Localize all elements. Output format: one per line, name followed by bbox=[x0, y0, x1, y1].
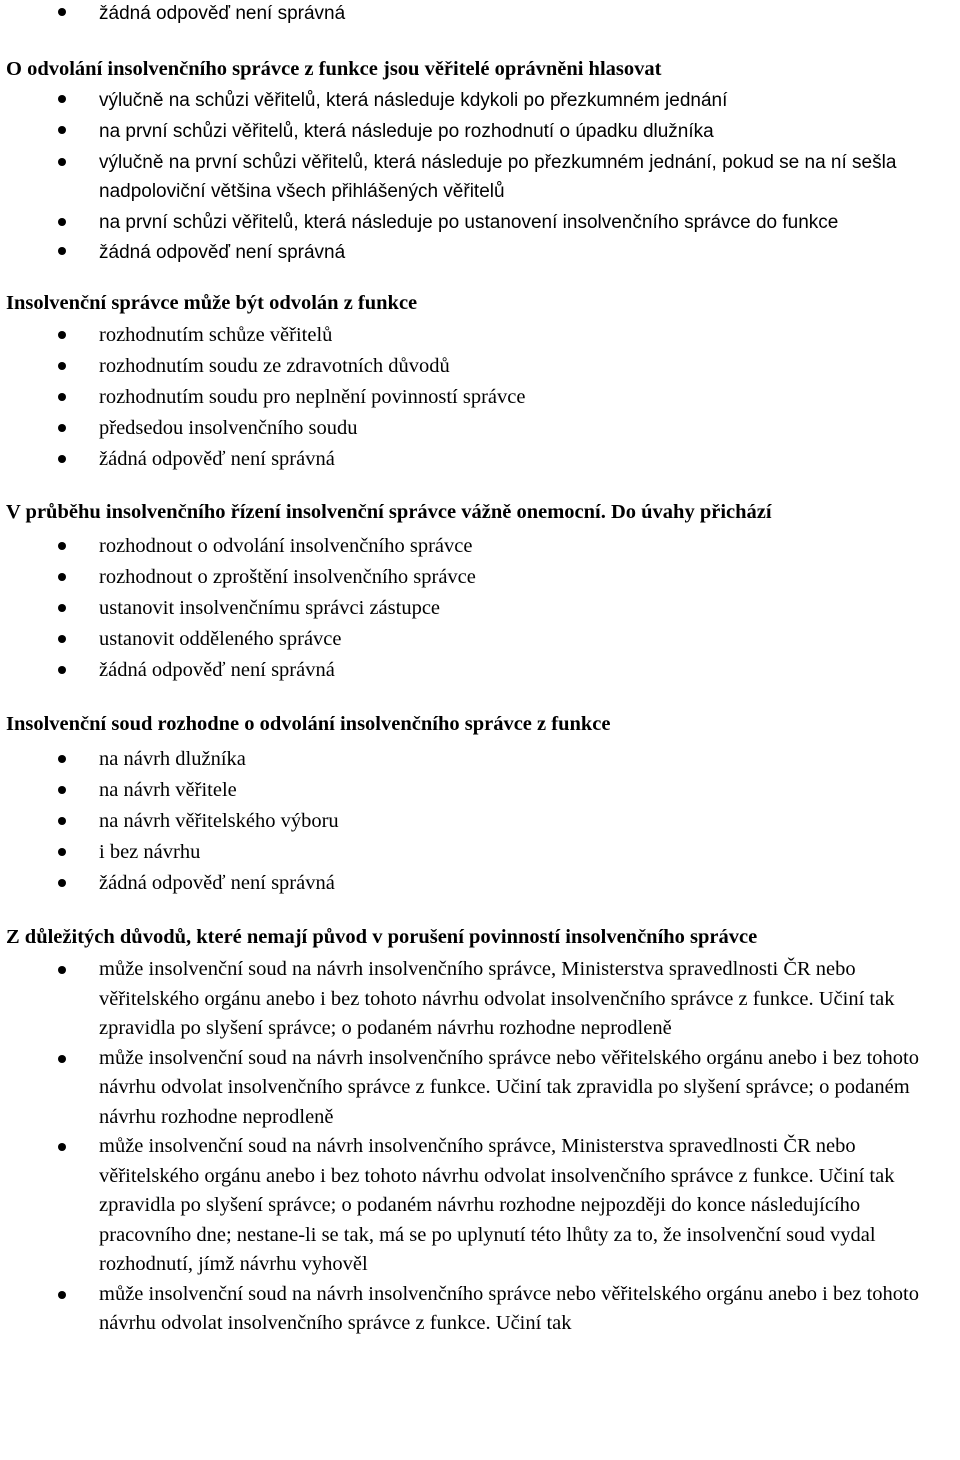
option-list bbox=[0, 955, 960, 1339]
option-item bbox=[0, 562, 960, 593]
option-text: ustanovit odděleného správce bbox=[99, 628, 342, 650]
option-item bbox=[0, 85, 960, 117]
option-item bbox=[0, 116, 960, 148]
bullet-icon bbox=[58, 604, 66, 612]
option-item bbox=[0, 351, 960, 382]
option-text: na návrh věřitele bbox=[99, 779, 237, 801]
option-item bbox=[0, 593, 960, 624]
option-item bbox=[0, 837, 960, 868]
bullet-icon bbox=[58, 158, 66, 166]
question-2 bbox=[0, 54, 960, 269]
option-item bbox=[0, 320, 960, 351]
question-title: Z důležitých důvodů, které nemají původ v porušení povinností insolvenčního správce bbox=[6, 926, 758, 948]
option-item bbox=[0, 744, 960, 775]
option-list bbox=[0, 320, 960, 475]
option-text: žádná odpověď není správná bbox=[99, 241, 346, 263]
option-text: žádná odpověď není správná bbox=[99, 3, 346, 24]
option-text: i bez návrhu bbox=[99, 841, 201, 863]
option-item bbox=[0, 1280, 960, 1339]
question-5 bbox=[0, 709, 960, 899]
option-item bbox=[0, 1044, 960, 1133]
option-item bbox=[0, 655, 960, 686]
option-text: může insolvenční soud na návrh insolvenčního správce, Ministerstva spravedlnosti ČR nebo věřitelského orgánu anebo i bez tohoto návrhu odvolat insolvenčního správce z funkce. Učiní tak zpravidla po slyšení správce; o podaném návrhu rozhodne nejpozději do konce následujícího pracovního dne; nestane-li se tak, má se po uplynutí této lhůty za to, že insolvenční soud vydal rozhodnutí, jímž návrhu vyhověl bbox=[99, 1135, 895, 1275]
option-list bbox=[0, 744, 960, 899]
bullet-icon bbox=[58, 666, 66, 674]
bullet-icon bbox=[58, 966, 66, 974]
bullet-icon bbox=[58, 1055, 66, 1063]
question-3 bbox=[0, 288, 960, 475]
option-text: může insolvenční soud na návrh insolvenčního správce nebo věřitelského orgánu anebo i bez tohoto návrhu odvolat insolvenčního správce z funkce. Učiní tak zpravidla po slyšení správce; o podaném návrhu rozhodne neprodleně bbox=[99, 1046, 919, 1128]
option-text: rozhodnutím soudu pro neplnění povinností správce bbox=[99, 386, 526, 408]
option-item bbox=[0, 237, 960, 269]
option-text: rozhodnout o zproštění insolvenčního správce bbox=[99, 566, 476, 588]
option-list bbox=[0, 0, 960, 30]
bullet-icon bbox=[58, 879, 66, 887]
option-item bbox=[0, 1132, 960, 1280]
question-title: Insolvenční správce může být odvolán z funkce bbox=[6, 292, 418, 314]
bullet-icon bbox=[58, 95, 66, 103]
option-item bbox=[0, 0, 960, 30]
bullet-icon bbox=[58, 455, 66, 463]
option-text: výlučně na schůzi věřitelů, která následuje kdykoli po přezkumném jednání bbox=[99, 89, 728, 111]
option-item bbox=[0, 413, 960, 444]
option-list bbox=[0, 85, 960, 269]
option-text: žádná odpověď není správná bbox=[99, 872, 335, 894]
option-text: na první schůzi věřitelů, která následuje po ustanovení insolvenčního správce do funkce bbox=[99, 211, 839, 233]
option-text: předsedou insolvenčního soudu bbox=[99, 417, 358, 439]
bullet-icon bbox=[58, 755, 66, 763]
option-text: na první schůzi věřitelů, která následuje po rozhodnutí o úpadku dlužníka bbox=[99, 121, 714, 142]
option-item bbox=[0, 868, 960, 899]
option-text: na návrh věřitelského výboru bbox=[99, 810, 339, 832]
bullet-icon bbox=[58, 393, 66, 401]
bullet-icon bbox=[58, 542, 66, 550]
option-text: žádná odpověď není správná bbox=[99, 659, 335, 681]
bullet-icon bbox=[58, 8, 66, 16]
option-text: ustanovit insolvenčnímu správci zástupce bbox=[99, 597, 441, 619]
bullet-icon bbox=[58, 1291, 66, 1299]
option-item bbox=[0, 148, 960, 206]
option-item bbox=[0, 806, 960, 837]
question-title: Insolvenční soud rozhodne o odvolání insolvenčního správce z funkce bbox=[6, 713, 611, 735]
bullet-icon bbox=[58, 218, 66, 226]
option-item bbox=[0, 955, 960, 1044]
option-text: výlučně na první schůzi věřitelů, která následuje po přezkumném jednání, pokud se na ní sešla nadpoloviční většina všech přihlášených věřitelů bbox=[99, 151, 897, 202]
question-1 bbox=[0, 0, 960, 30]
option-text: na návrh dlužníka bbox=[99, 748, 246, 770]
bullet-icon bbox=[58, 362, 66, 370]
option-item bbox=[0, 775, 960, 806]
bullet-icon bbox=[58, 573, 66, 581]
option-text: může insolvenční soud na návrh insolvenčního správce nebo věřitelského orgánu anebo i bez tohoto návrhu odvolat insolvenčního správce z funkce. Učiní tak bbox=[99, 1282, 919, 1334]
option-item bbox=[0, 444, 960, 475]
option-item bbox=[0, 208, 960, 237]
question-6 bbox=[0, 922, 960, 1339]
bullet-icon bbox=[58, 817, 66, 825]
option-item bbox=[0, 624, 960, 655]
bullet-icon bbox=[58, 848, 66, 856]
bullet-icon bbox=[58, 1143, 66, 1151]
bullet-icon bbox=[58, 126, 66, 134]
option-text: rozhodnutím schůze věřitelů bbox=[99, 324, 333, 346]
option-item bbox=[0, 531, 960, 562]
option-text: žádná odpověď není správná bbox=[99, 448, 335, 470]
question-title: O odvolání insolvenčního správce z funkce jsou věřitelé oprávněni hlasovat bbox=[6, 57, 662, 80]
option-text: rozhodnout o odvolání insolvenčního správce bbox=[99, 535, 473, 557]
bullet-icon bbox=[58, 635, 66, 643]
bullet-icon bbox=[58, 786, 66, 794]
option-list bbox=[0, 531, 960, 686]
bullet-icon bbox=[58, 247, 66, 255]
bullet-icon bbox=[58, 424, 66, 432]
bullet-icon bbox=[58, 331, 66, 339]
option-text: rozhodnutím soudu ze zdravotních důvodů bbox=[99, 355, 450, 377]
question-title: V průběhu insolvenčního řízení insolvenční správce vážně onemocní. Do úvahy přichází bbox=[6, 501, 772, 523]
option-text: může insolvenční soud na návrh insolvenčního správce, Ministerstva spravedlnosti ČR nebo věřitelského orgánu anebo i bez tohoto návrhu odvolat insolvenčního správce z funkce. Učiní tak zpravidla po slyšení správce; o podaném návrhu rozhodne neprodleně bbox=[99, 958, 895, 1039]
question-4 bbox=[0, 497, 960, 686]
option-item bbox=[0, 382, 960, 413]
